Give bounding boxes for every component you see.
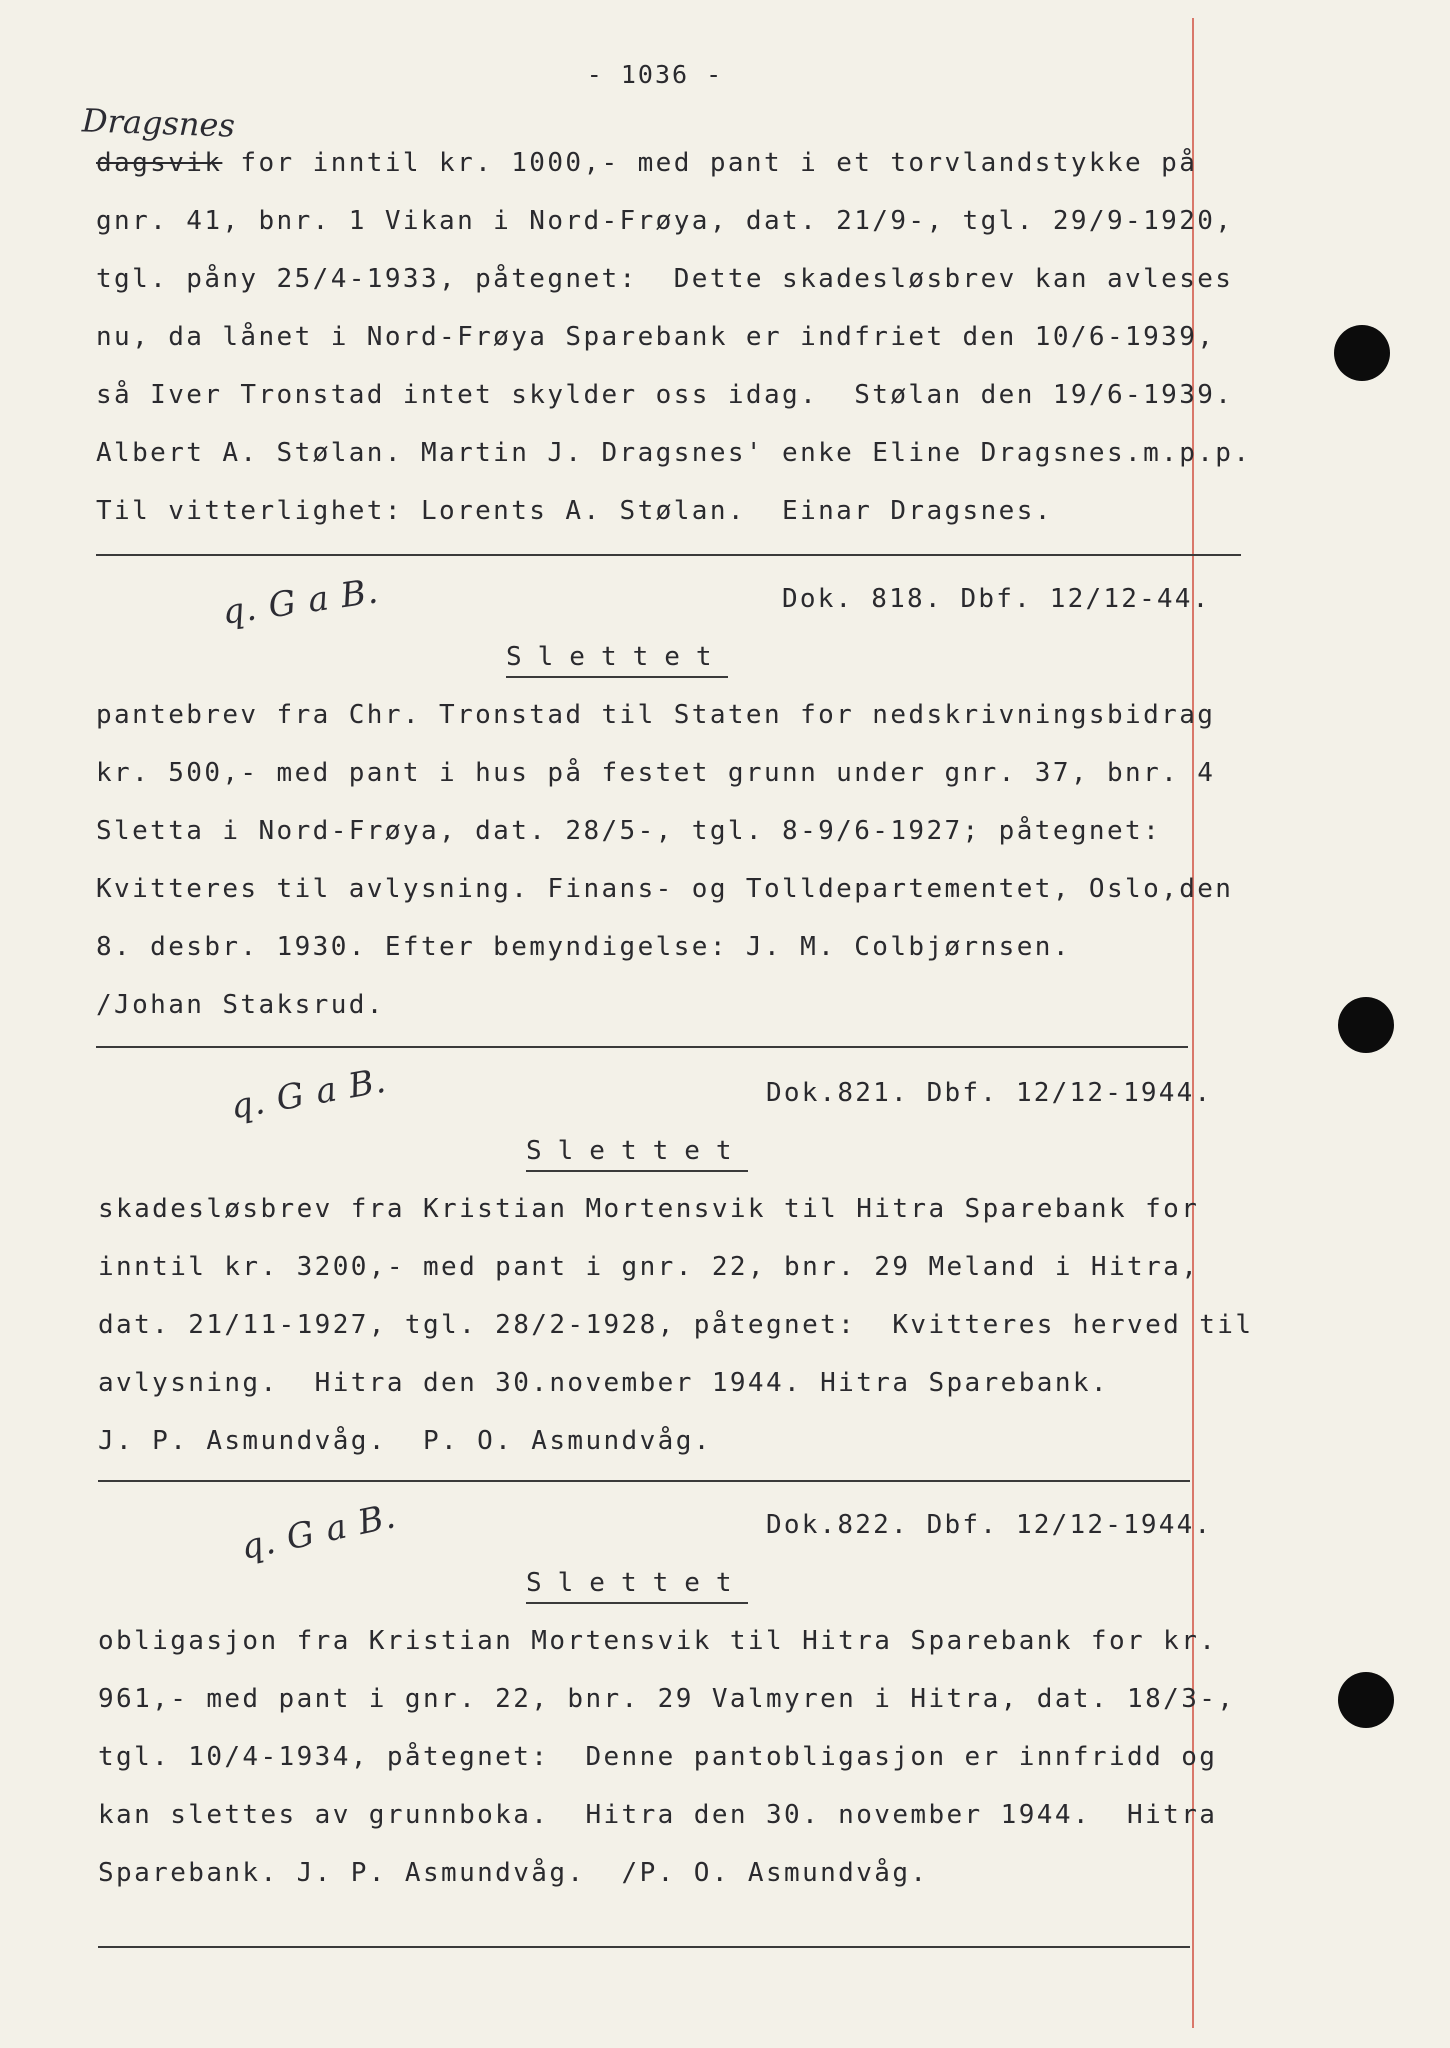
- handwritten-name: Dragsnes: [81, 101, 236, 145]
- separator-line: [96, 554, 1241, 556]
- text-line: gnr. 41, bnr. 1 Vikan i Nord-Frøya, dat. 21/9-, tgl. 29/9-1920,: [96, 206, 1234, 236]
- text-line: tgl. 10/4-1934, påtegnet: Denne pantobligasjon er innfridd og: [98, 1742, 1218, 1772]
- text-line: obligasjon fra Kristian Mortensvik til Hitra Sparebank for kr.: [98, 1626, 1218, 1656]
- text-line: kan slettes av grunnboka. Hitra den 30. november 1944. Hitra: [98, 1800, 1218, 1830]
- text-line: 961,- med pant i gnr. 22, bnr. 29 Valmyren i Hitra, dat. 18/3-,: [98, 1684, 1236, 1714]
- separator-line: [98, 1480, 1190, 1482]
- text-line: J. P. Asmundvåg. P. O. Asmundvåg.: [98, 1426, 712, 1456]
- struck-word: dagsvik: [96, 148, 223, 178]
- text-line: dat. 21/11-1927, tgl. 28/2-1928, påtegnet: Kvitteres herved til: [98, 1310, 1254, 1340]
- text-line: så Iver Tronstad intet skylder oss idag. Stølan den 19/6-1939.: [96, 380, 1234, 410]
- text-line: avlysning. Hitra den 30.november 1944. Hitra Sparebank.: [98, 1368, 1109, 1398]
- text-line: dagsvik for inntil kr. 1000,- med pant i et torvlandstykke på: [96, 148, 1198, 178]
- text-line: Kvitteres til avlysning. Finans- og Tolldepartementet, Oslo,den: [96, 874, 1234, 904]
- text-line: Til vitterlighet: Lorents A. Stølan. Einar Dragsnes.: [96, 496, 1053, 526]
- punch-hole: [1338, 1672, 1394, 1728]
- page-number: - 1036 -: [586, 60, 724, 89]
- dok-reference: Dok.822. Dbf. 12/12-1944.: [766, 1510, 1213, 1540]
- separator-line: [98, 1946, 1190, 1948]
- handwritten-note: q. G a B.: [237, 1496, 400, 1568]
- red-margin-line: [1192, 18, 1194, 2028]
- text-line: Sparebank. J. P. Asmundvåg. /P. O. Asmundvåg.: [98, 1858, 929, 1888]
- punch-hole: [1334, 325, 1390, 381]
- text-line: pantebrev fra Chr. Tronstad til Staten for nedskrivningsbidrag: [96, 700, 1216, 730]
- text-line: nu, da lånet i Nord-Frøya Sparebank er indfriet den 10/6-1939,: [96, 322, 1216, 352]
- text-line: Sletta i Nord-Frøya, dat. 28/5-, tgl. 8-9/6-1927; påtegnet:: [96, 816, 1162, 846]
- dok-reference: Dok. 818. Dbf. 12/12-44.: [782, 584, 1211, 614]
- text-line: tgl. påny 25/4-1933, påtegnet: Dette skadesløsbrev kan avleses: [96, 264, 1234, 294]
- text-line: 8. desbr. 1930. Efter bemyndigelse: J. M. Colbjørnsen.: [96, 932, 1071, 962]
- handwritten-note: q. G a B.: [219, 571, 382, 633]
- dok-reference: Dok.821. Dbf. 12/12-1944.: [766, 1078, 1213, 1108]
- separator-line: [96, 1046, 1188, 1048]
- handwritten-note: q. G a B.: [227, 1060, 390, 1128]
- punch-hole: [1338, 997, 1394, 1053]
- slettet-heading: Slettet: [506, 642, 728, 678]
- text-line: /Johan Staksrud.: [96, 990, 385, 1020]
- text-line: Albert A. Stølan. Martin J. Dragsnes' enke Eline Dragsnes.m.p.p.: [96, 438, 1252, 468]
- text-line: kr. 500,- med pant i hus på festet grunn under gnr. 37, bnr. 4: [96, 758, 1216, 788]
- text-line: inntil kr. 3200,- med pant i gnr. 22, bnr. 29 Meland i Hitra,: [98, 1252, 1200, 1282]
- slettet-heading: Slettet: [526, 1568, 748, 1604]
- slettet-heading: Slettet: [526, 1136, 748, 1172]
- text-line: skadesløsbrev fra Kristian Mortensvik til Hitra Sparebank for: [98, 1194, 1200, 1224]
